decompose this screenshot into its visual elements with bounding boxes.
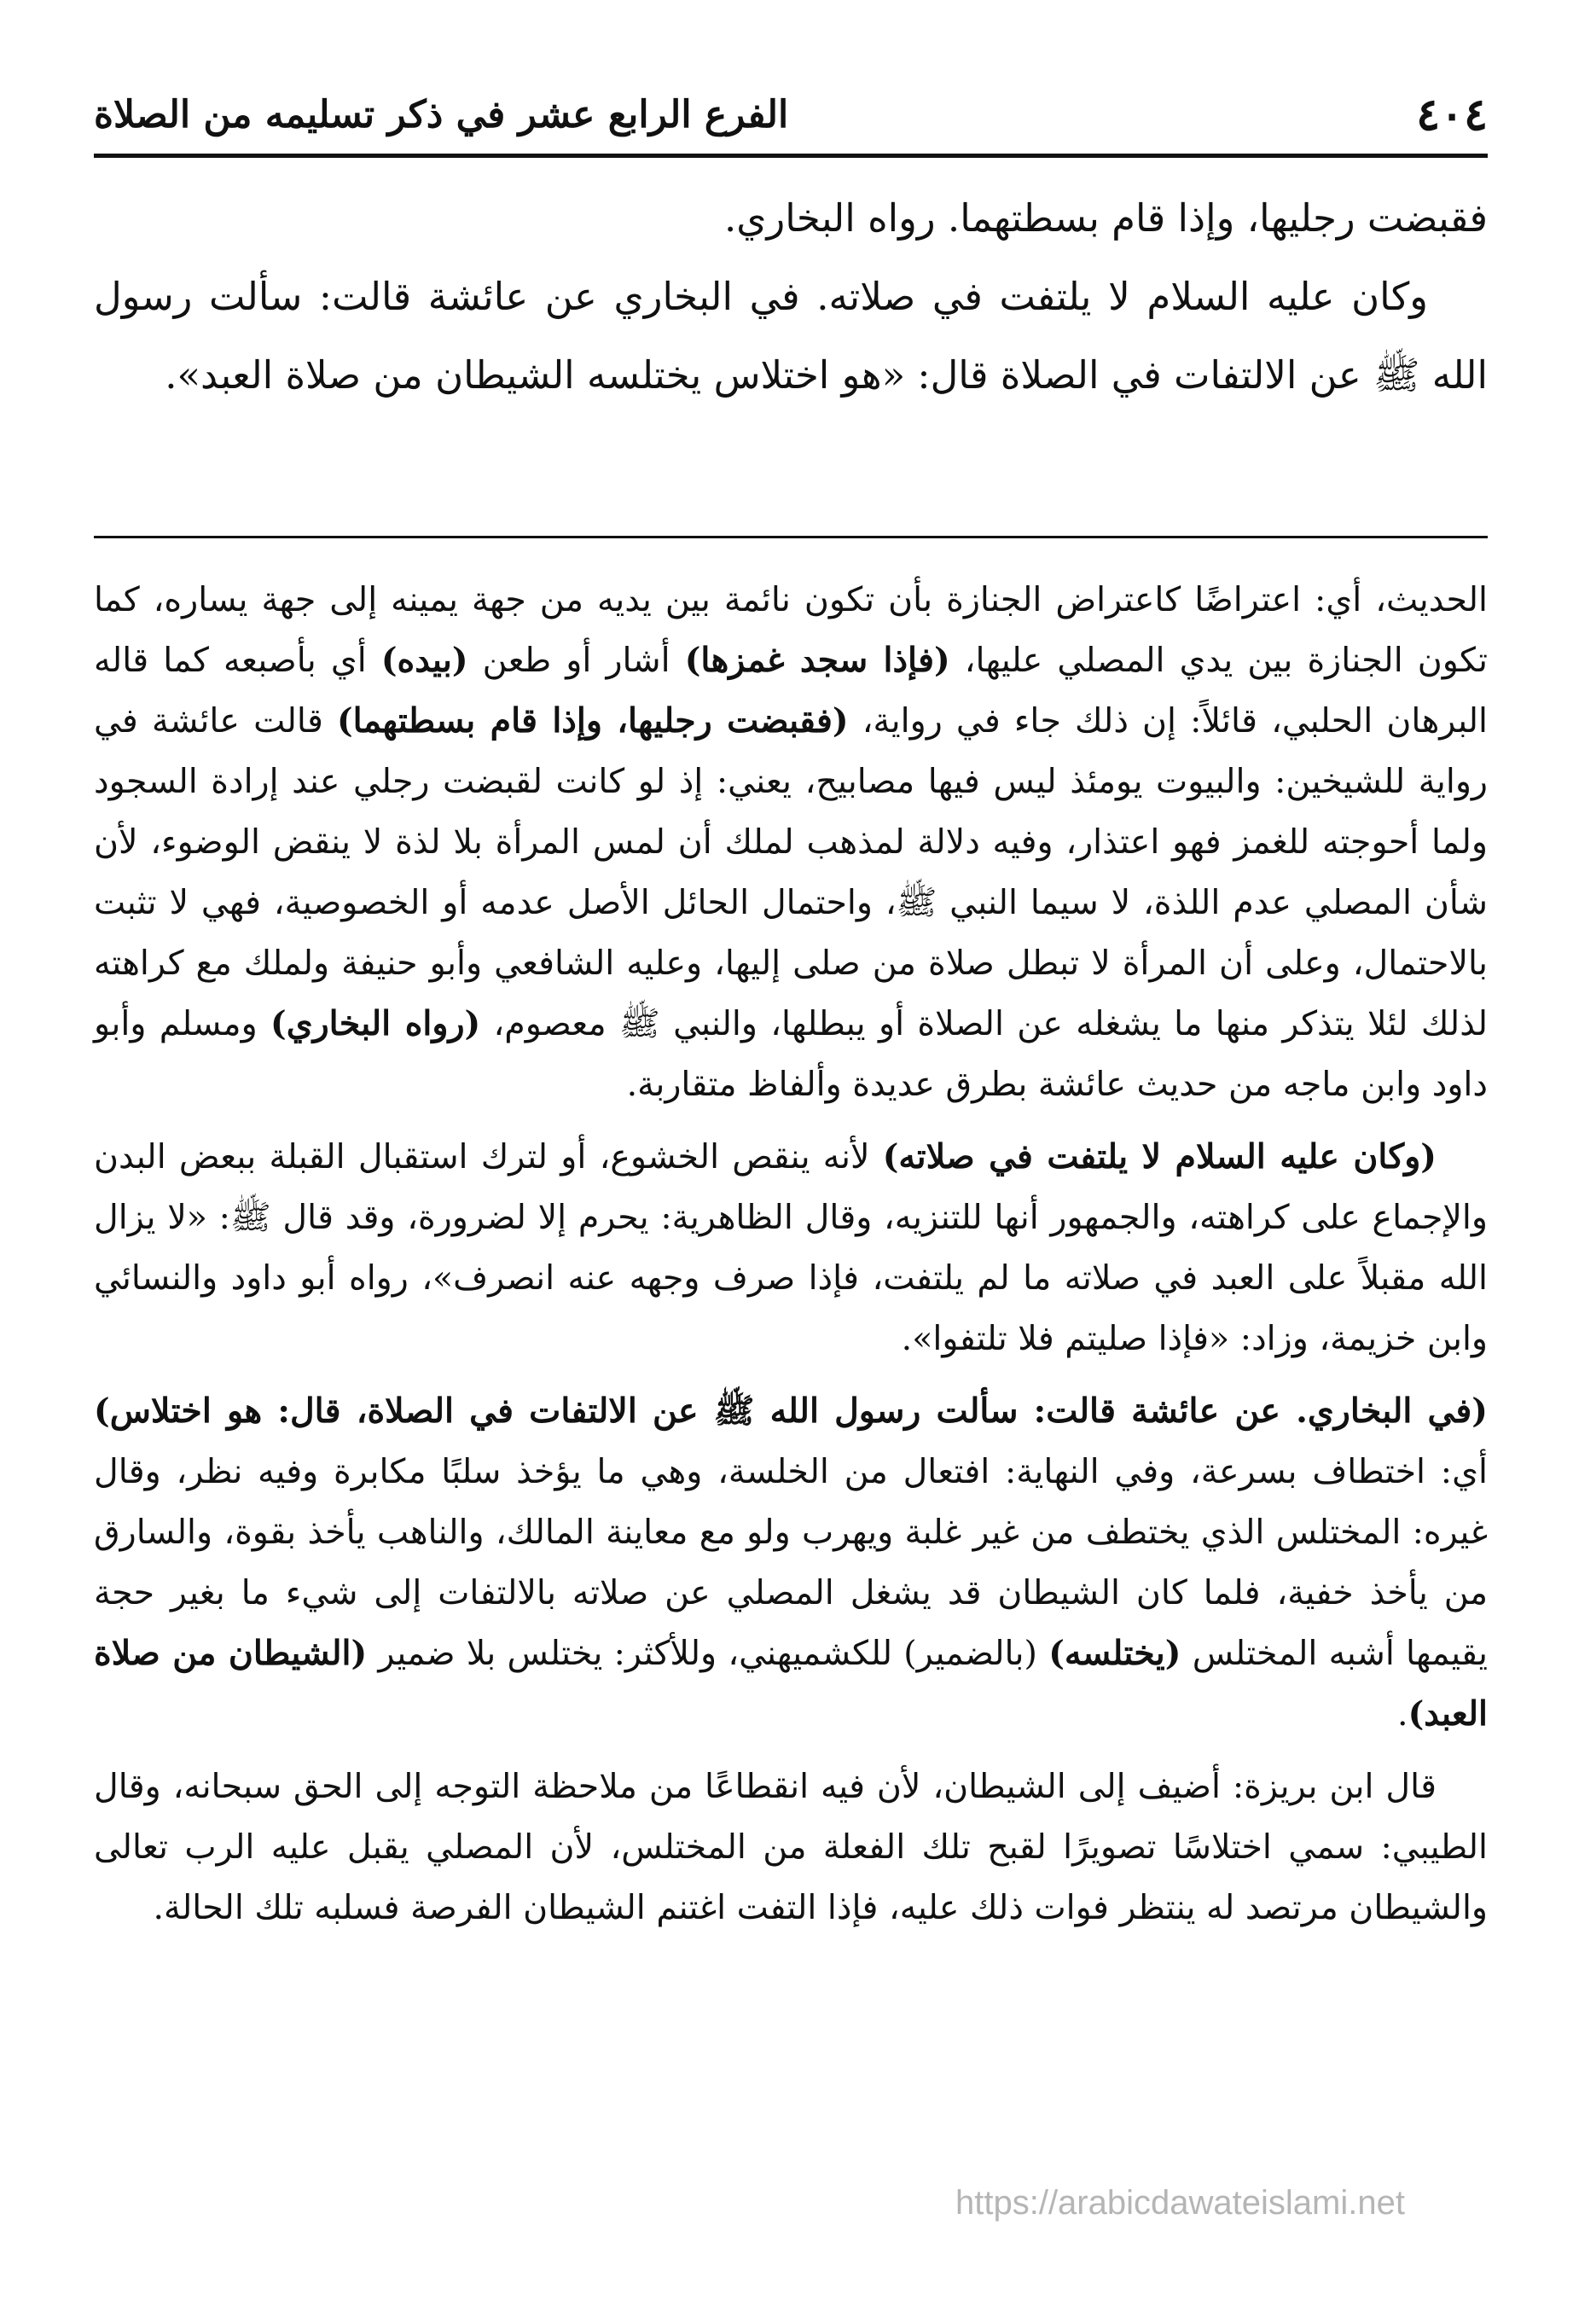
commentary-text-run: . — [1397, 1694, 1408, 1734]
commentary-paragraph-3 — [94, 1381, 1488, 1745]
quoted-phrase: (وكان عليه السلام لا يلتفت في صلاته) — [882, 1137, 1437, 1177]
quoted-phrase: (الشيطان من صلاة العبد) — [94, 1634, 1488, 1734]
quoted-phrase: (بيده) — [380, 641, 468, 680]
quoted-phrase: (فقبضت رجليها، وإذا قام بسطتهما) — [336, 701, 849, 741]
commentary-paragraph-2 — [94, 1127, 1488, 1369]
commentary-text-run: (بالضمير) للكشميهني، وللأكثر: يختلس بلا ضمير — [367, 1634, 1049, 1673]
commentary-text-run: الحديث، أي: اعتراضًا كاعتراض الجنازة بأن تكون نائمة بين يديه من جهة يمينه إلى جهة يساره، كما تكون الجنازة بين يدي المصلي عليها، — [94, 580, 1488, 680]
commentary-text-run: قالت عائشة في رواية للشيخين: والبيوت يومئذ ليس فيها مصابيح، يعني: إذ لو كانت لقبضت رجلي عند إرادة السجود ولما أحوجته للغمز فهو اعتذار، وفيه دلالة لمذهب لملك أن لمس المرأة بلا لذة لا ينقض الوضوء، لأن شأن المصلي عدم اللذة، لا سيما النبي ﷺ، واحتمال الحائل الأصل عدمه أو الخصوصية، فهي لا تثبت بالاحتمال، وعلى أن المرأة لا تبطل صلاة من صلى إليها، وعليه الشافعي وأبو حنيفة ولملك مع كراهته لذلك لئلا يتذكر منها ما يشغله عن الصلاة أو يبطلها، والنبي ﷺ معصوم، — [94, 701, 1488, 1043]
commentary-paragraph-4: قال ابن بريزة: أضيف إلى الشيطان، لأن فيه انقطاعًا من ملاحظة التوجه إلى الحق سبحانه، وقال الطيبي: سمي اختلاسًا تصويرًا لقبح تلك الفعلة من المختلس، لأن المصلي يقبل عليه الرب تعالى والشيطان مرتصد له ينتظر فوات ذلك عليه، فإذا التفت اغتنم الشيطان الفرصة فسلبه تلك الحالة. — [94, 1767, 1488, 1927]
commentary-text-run: أي: اختطاف بسرعة، وفي النهاية: افتعال من الخلسة، وهي ما يؤخذ سلبًا مكابرة وفيه نظر، وقال غيره: المختلس الذي يختطف من غير غلبة ويهرب ولو مع معاينة المالك، والناهب يأخذ بقوة، والسارق من يأخذ خفية، فلما كان الشيطان قد يشغل المصلي عن صلاته بالالتفات إلى شيء ما بغير حجة يقيمها أشبه المختلس — [94, 1452, 1488, 1673]
commentary-text-run: أشار أو طعن — [467, 641, 685, 680]
commentary-text-run: لأنه ينقص الخشوع، أو لترك استقبال القبلة ببعض البدن والإجماع على كراهته، والجمهور أنها للتنزيه، وقال الظاهرية: يحرم إلا لضرورة، وقد قال ﷺ: «لا يزال الله مقبلاً على العبد في صلاته ما لم يلتفت، فإذا صرف وجهه عنه انصرف»، رواه أبو داود والنسائي وابن خزيمة، وزاد: «فإذا صليتم فلا تلتفوا». — [94, 1137, 1488, 1358]
commentary-text-run: أي بأصبعه كما قاله البرهان الحلبي، قائلاً: إن ذلك جاء في رواية، — [94, 641, 1488, 741]
commentary-text — [94, 570, 1488, 1950]
quoted-phrase: (في البخاري. عن عائشة قالت: سألت رسول الله ﷺ عن الالتفات في الصلاة، قال: هو اختلاس) — [94, 1391, 1488, 1431]
commentary-paragraph-1 — [94, 570, 1488, 1115]
main-paragraph-2: وكان عليه السلام لا يلتفت في صلاته. في البخاري عن عائشة قالت: سألت رسول الله ﷺ عن الالتفات في الصلاة قال: «هو اختلاس يختلسه الشيطان من صلاة العبد». — [94, 274, 1488, 398]
quoted-phrase: (يختلسه) — [1048, 1634, 1181, 1673]
watermark-url: https://arabicdawateislami.net — [955, 2184, 1405, 2222]
quoted-phrase: (رواه البخاري) — [270, 1004, 481, 1043]
commentary-text-run: ومسلم وأبو داود وابن ماجه من حديث عائشة بطرق عديدة وألفاظ متقاربة. — [94, 1004, 1488, 1104]
main-paragraph-1: فقبضت رجليها، وإذا قام بسطتهما. رواه البخاري. — [723, 195, 1488, 241]
main-text — [94, 179, 1488, 415]
page-number: ٤٠٤ — [1416, 88, 1488, 141]
section-divider — [94, 536, 1488, 538]
quoted-phrase: (فإذا سجد غمزها) — [684, 641, 950, 680]
page-header — [94, 75, 1488, 158]
running-title: الفرع الرابع عشر في ذكر تسليمه من الصلاة — [94, 92, 789, 137]
